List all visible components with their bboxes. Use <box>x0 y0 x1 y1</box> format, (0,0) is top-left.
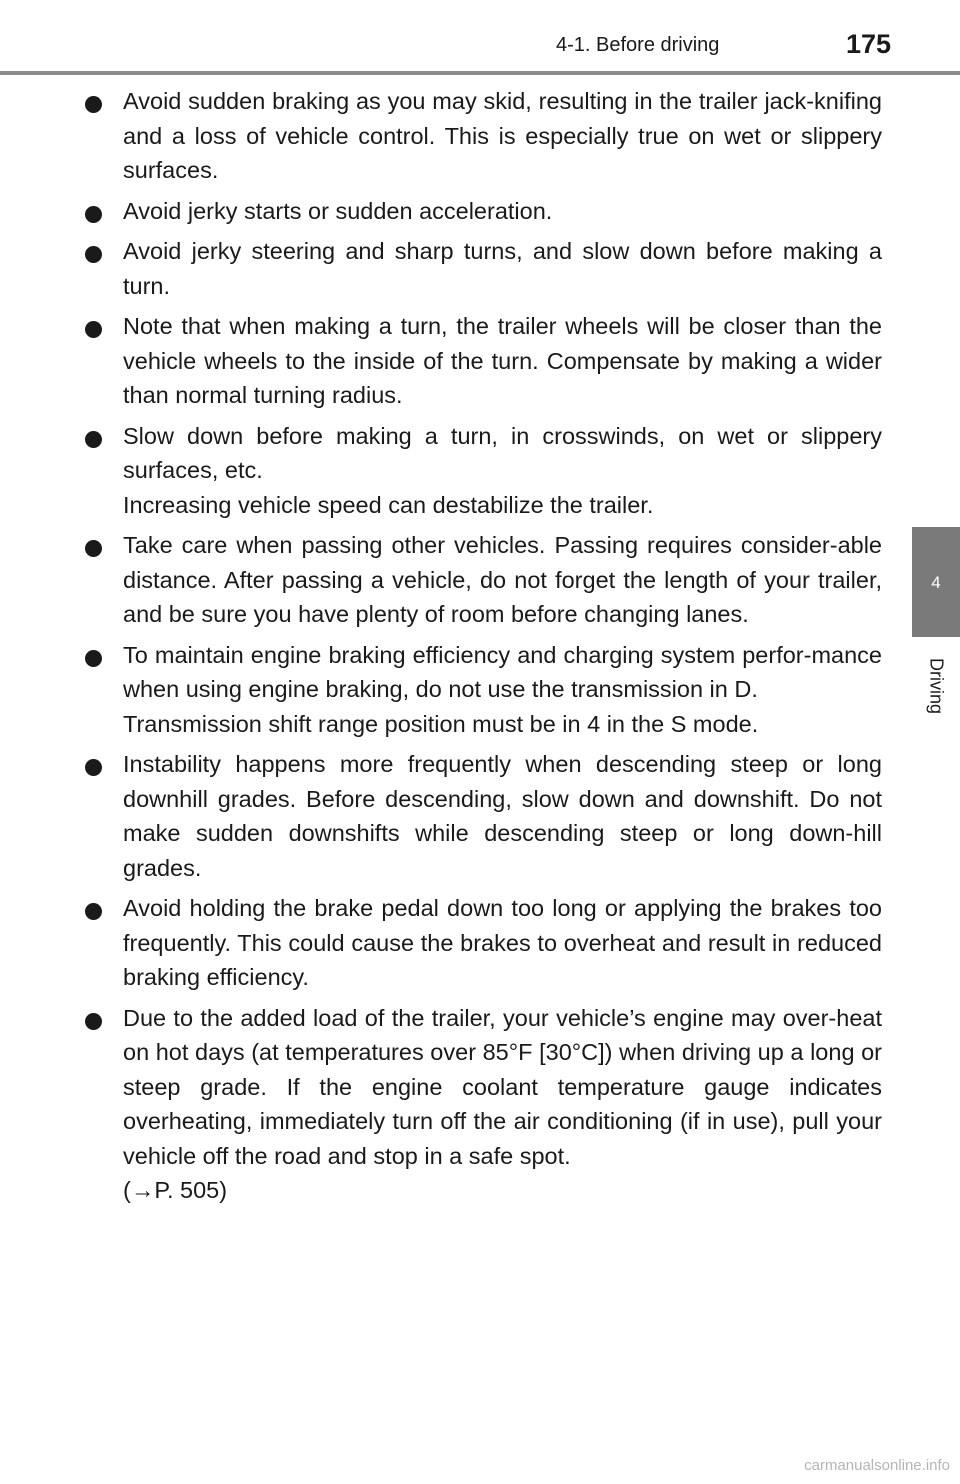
bullet-dot-icon <box>85 96 102 113</box>
bullet-item <box>84 194 882 229</box>
bullet-dot-icon <box>85 246 102 263</box>
bullet-paragraph: Due to the added load of the trailer, your vehicle’s engine may over-heat on hot days (at temperatures over 85°F [30°C]) when driving up a long or steep grade. If the engine coolant temperature gauge indicates overheating, immediately turn off the air conditioning (if in use), pull your vehicle off the road and stop in a safe spot. <box>123 1004 882 1169</box>
bullet-item <box>84 234 882 303</box>
bullet-paragraph: Note that when making a turn, the trailer wheels will be closer than the vehicle wheels to the inside of the turn. Compensate by making a wider than normal turning radius. <box>123 313 882 408</box>
bullet-paragraph: Instability happens more frequently when descending steep or long downhill grades. Before descending, slow down and downshift. Do not make sudden downshifts while descending steep or long down-hill grades. <box>123 751 882 881</box>
bullet-item <box>84 528 882 632</box>
bullet-dot-icon <box>85 431 102 448</box>
bullet-paragraph: Increasing vehicle speed can destabilize the trailer. <box>123 491 654 518</box>
bullet-paragraph: Slow down before making a turn, in crosswinds, on wet or slippery surfaces, etc. <box>123 422 882 483</box>
bullet-dot-icon <box>85 759 102 776</box>
bullet-item <box>84 747 882 885</box>
page-reference-link[interactable]: (→P. 505) <box>123 1177 228 1203</box>
bullet-item <box>84 419 882 523</box>
bullet-dot-icon <box>85 206 102 223</box>
bullet-item <box>84 891 882 995</box>
bullet-item <box>84 638 882 742</box>
bullet-dot-icon <box>85 321 102 338</box>
chapter-number: 4 <box>931 573 941 592</box>
header-rule <box>0 71 960 75</box>
bullet-paragraph: Transmission shift range position must be in 4 in the S mode. <box>123 710 759 737</box>
bullet-paragraph: Avoid jerky steering and sharp turns, and slow down before making a turn. <box>123 238 882 299</box>
bullet-item <box>84 84 882 188</box>
bullet-dot-icon <box>85 1013 102 1030</box>
section-title: 4-1. Before driving <box>556 34 720 56</box>
bullet-paragraph: Avoid holding the brake pedal down too long or applying the brakes too frequently. This could cause the brakes to overheat and result in reduced braking efficiency. <box>123 895 882 990</box>
bullet-paragraph: To maintain engine braking efficiency and charging system perfor-mance when using engine braking, do not use the transmission in D. <box>123 641 882 702</box>
bullet-item <box>84 1001 882 1208</box>
bullet-paragraph: Take care when passing other vehicles. Passing requires consider-able distance. After passing a vehicle, do not forget the length of your trailer, and be sure you have plenty of room before changing lanes. <box>123 532 882 627</box>
watermark: carmanualsonline.info <box>804 1457 950 1474</box>
bullet-dot-icon <box>85 540 102 557</box>
chapter-label: Driving <box>926 657 947 715</box>
bullet-paragraph: Avoid sudden braking as you may skid, resulting in the trailer jack-knifing and a loss of vehicle control. This is especially true on wet or slippery surfaces. <box>123 88 882 183</box>
bullet-dot-icon <box>85 903 102 920</box>
page-header <box>0 0 960 76</box>
bullet-paragraph: Avoid jerky starts or sudden acceleration. <box>123 197 553 224</box>
bullet-list <box>84 84 882 1214</box>
bullet-item <box>84 309 882 413</box>
chapter-tab <box>912 527 960 637</box>
page-number: 175 <box>846 29 892 59</box>
bullet-dot-icon <box>85 650 102 667</box>
